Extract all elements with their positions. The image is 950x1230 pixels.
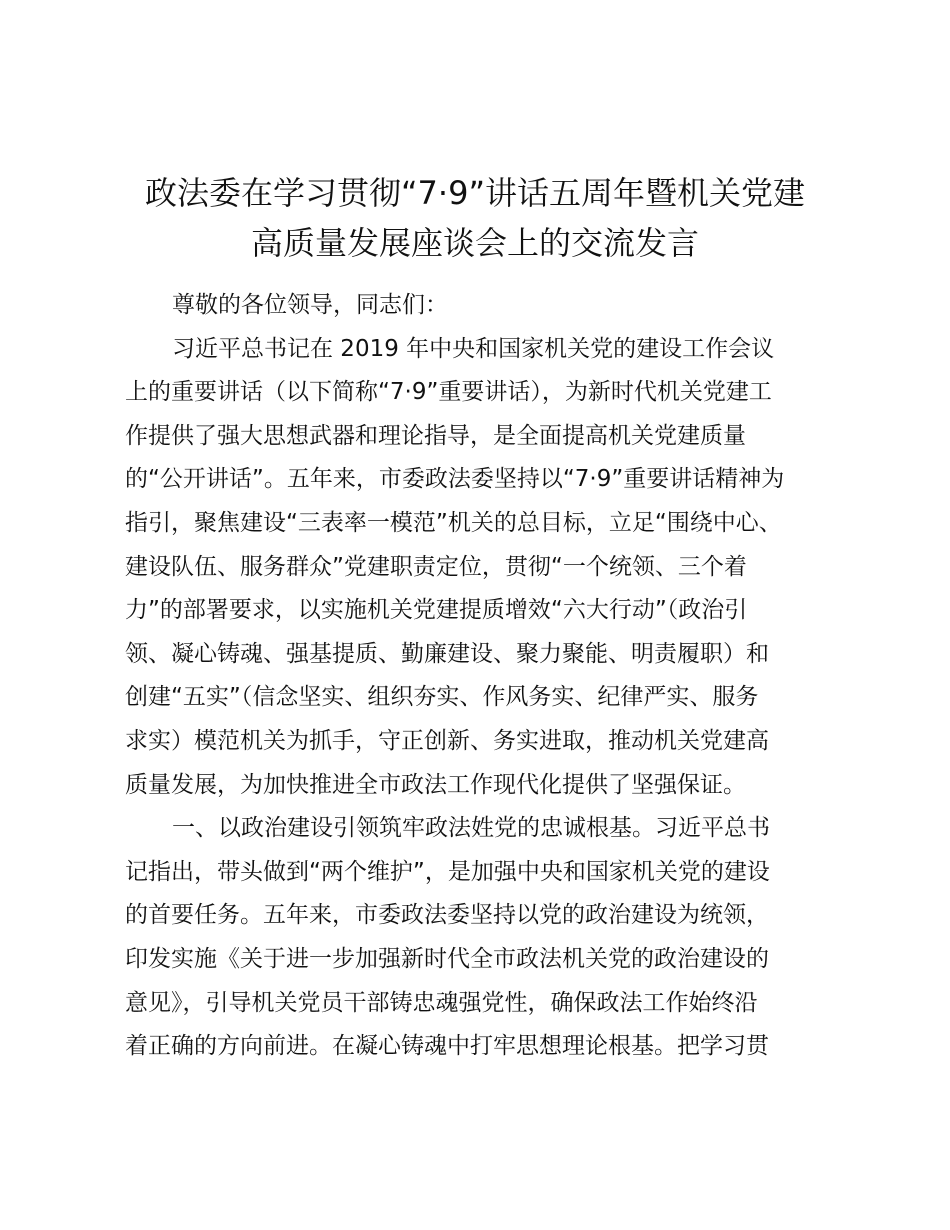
paragraph-2-line-6: 着正确的方向前进。在凝心铸魂中打牢思想理论根基。把学习贯 [125,1033,769,1060]
paragraph-1-line-6: 建设队伍、服务群众”党建职责定位，贯彻“一个统领、三个着 [125,553,747,580]
paragraph-1-line-11: 质量发展，为加快推进全市政法工作现代化提供了坚强保证。 [125,771,746,798]
paragraph-1-line-8: 领、凝心铸魂、强基提质、勤廉建设、聚力聚能、明责履职）和 [125,640,769,667]
paragraph-1-line-4: 的“公开讲话”。五年来，市委政法委坚持以“7·9”重要讲话精神为 [125,466,785,493]
paragraph-2-line-3: 的首要任务。五年来，市委政法委坚持以党的政治建设为统领， [125,902,769,929]
title-line-1: 政法委在学习贯彻“7·9”讲话五周年暨机关党建 [144,174,806,212]
paragraph-1-line-10: 求实）模范机关为抓手，守正创新、务实进取，推动机关党建高 [125,727,769,754]
paragraph-1-line-5: 指引，聚焦建设“三表率一模范”机关的总目标，立足“围绕中心、 [125,509,782,536]
paragraph-1-line-7: 力”的部署要求，以实施机关党建提质增效“六大行动”（政治引 [125,597,748,624]
document-body [125,284,840,1069]
paragraph-2-line-2: 记指出，带头做到“两个维护”，是加强中央和国家机关党的建设 [125,858,770,885]
document-title [110,168,840,268]
paragraph-1-line-2: 上的重要讲话（以下简称“7·9”重要讲话），为新时代机关党建工 [125,379,772,406]
paragraph-2-line-1: 一、以政治建设引领筑牢政法姓党的忠诚根基。习近平总书 [172,815,770,842]
paragraph-2-line-4: 印发实施《关于进一步加强新时代全市政法机关党的政治建设的 [125,945,769,972]
paragraph-1-line-3: 作提供了强大思想武器和理论指导，是全面提高机关党建质量 [125,422,746,449]
paragraph-1-line-9: 创建“五实”（信念坚实、组织夯实、作风务实、纪律严实、服务 [125,684,759,711]
title-line-2: 高质量发展座谈会上的交流发言 [250,224,699,262]
salutation: 尊敬的各位领导，同志们： [172,292,448,318]
paragraph-1-line-1: 习近平总书记在 2019 年中央和国家机关党的建设工作会议 [172,335,775,362]
paragraph-2-line-5: 意见》，引导机关党员干部铸忠魂强党性，确保政法工作始终沿 [125,989,758,1016]
